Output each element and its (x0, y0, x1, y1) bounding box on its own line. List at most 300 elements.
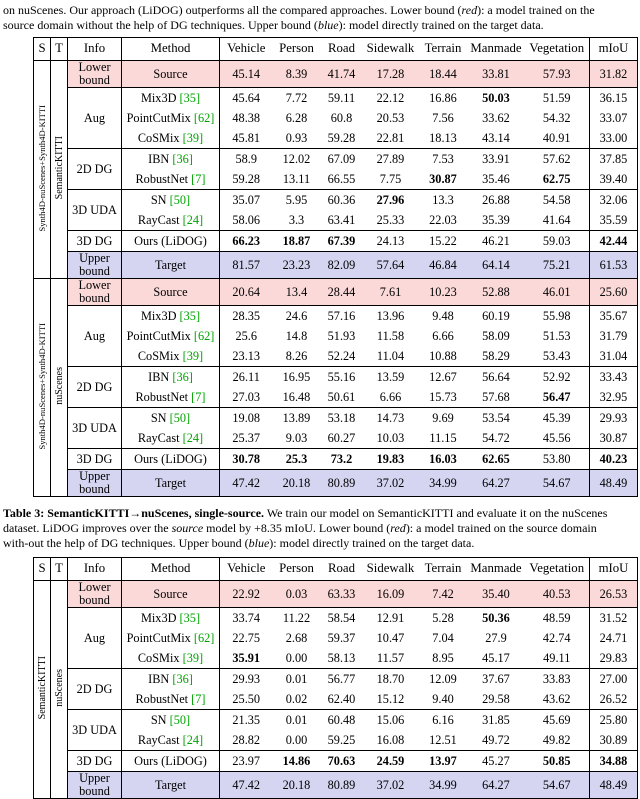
target-dataset-cell (51, 61, 68, 279)
group-label-cell: 2D DG (68, 367, 122, 408)
metric-value-cell: 51.59 (525, 88, 590, 109)
metric-value-cell: 17.28 (363, 61, 419, 88)
citation-link[interactable]: [35] (176, 308, 201, 323)
method-name: CoSMix (137, 650, 180, 665)
metric-value-cell: 20.53 (376, 110, 405, 125)
metric-value-cell: 28.82 (232, 732, 261, 747)
target-dataset-label: SemanticKITTI (53, 136, 65, 200)
metric-value-cell: 12.02 (273, 149, 321, 170)
caption-segment: ): model directly trained on the target data. (338, 18, 544, 32)
miou-value-cell: 40.23 (590, 449, 638, 470)
metric-value-cell: 25.37 (232, 430, 261, 445)
caption-segment: source (171, 521, 204, 535)
metric-value-cell: 46.21 (468, 231, 525, 252)
metric-value-cell: 5.28 (419, 608, 468, 629)
table-row (34, 190, 638, 211)
citation-link[interactable]: [36] (169, 671, 193, 686)
metric-value-cell: 50.85 (525, 751, 590, 772)
metric-value-cell: 23.97 (220, 751, 273, 772)
method-name: Ours (LiDOG) (134, 233, 207, 248)
miou-value-cell: 25.80 (590, 710, 638, 731)
metric-value-cell: 25.3 (273, 449, 321, 470)
table-row (34, 408, 638, 429)
citation-link[interactable]: [50] (166, 192, 191, 207)
metric-value-cell: 52.88 (468, 279, 525, 306)
metric-value-cell: 15.73 (429, 389, 457, 404)
metric-value-cell: 20.18 (273, 772, 321, 799)
miou-value-cell: 35.59 (599, 212, 628, 227)
table-row (34, 169, 638, 190)
metric-value-cell: 0.02 (285, 691, 308, 706)
column-header: Sidewalk (366, 41, 415, 55)
miou-value-cell: 42.44 (590, 231, 638, 252)
metric-value-cell: 0.01 (273, 710, 321, 731)
metric-value-cell: 33.91 (468, 149, 525, 170)
method-name: Mix3D (140, 308, 177, 323)
group-label-cell: 2D DG (68, 669, 122, 710)
metric-value-cell: 45.39 (525, 408, 590, 429)
metric-value-cell: 6.66 (432, 328, 454, 343)
metric-value-cell: 16.86 (419, 88, 468, 109)
table-row (34, 428, 638, 449)
metric-value-cell: 45.69 (525, 710, 590, 731)
metric-value-cell: 14.73 (363, 408, 419, 429)
group-label-cell: Aug (68, 608, 122, 669)
metric-value-cell: 16.09 (363, 581, 419, 608)
metric-value-cell: 35.07 (220, 190, 273, 211)
column-header: Manmade (470, 561, 522, 575)
column-header: Terrain (424, 41, 462, 55)
metric-value-cell: 45.56 (525, 428, 590, 449)
column-header: T (51, 38, 68, 61)
method-cell (122, 689, 220, 710)
column-header: T (51, 558, 68, 581)
method-name: Ours (LiDOG) (134, 753, 207, 768)
column-header: Info (68, 38, 122, 61)
table-block (34, 279, 638, 497)
method-cell (122, 470, 220, 497)
method-cell (122, 326, 220, 346)
metric-value-cell: 21.35 (220, 710, 273, 731)
miou-value-cell: 30.87 (599, 430, 628, 445)
metric-value-cell: 43.14 (482, 130, 510, 145)
method-name: Source (153, 66, 188, 81)
metric-value-cell: 2.68 (285, 630, 308, 645)
metric-value-cell: 11.04 (376, 348, 405, 363)
column-header: S (34, 558, 51, 581)
metric-value-cell: 51.53 (525, 326, 590, 346)
miou-value-cell: 24.71 (599, 630, 628, 645)
table-row (34, 88, 638, 109)
method-cell (122, 149, 220, 170)
method-cell (122, 428, 220, 449)
column-header: Road (327, 561, 355, 575)
table-row (34, 326, 638, 346)
miou-value-cell: 34.88 (590, 751, 638, 772)
metric-value-cell: 82.09 (321, 252, 363, 279)
method-name: PointCutMix (126, 630, 191, 645)
metric-value-cell: 62.40 (327, 691, 356, 706)
table-row (34, 669, 638, 690)
column-header: S (34, 38, 51, 61)
metric-value-cell: 23.23 (273, 252, 321, 279)
method-cell (122, 128, 220, 149)
method-cell (122, 108, 220, 128)
metric-value-cell: 0.03 (273, 581, 321, 608)
metric-value-cell: 7.53 (419, 149, 468, 170)
table-row (34, 346, 638, 367)
metric-value-cell: 46.84 (419, 252, 468, 279)
source-dataset-label: SemanticKITTI (36, 656, 48, 720)
metric-value-cell: 30.87 (429, 171, 457, 186)
metric-value-cell: 55.98 (525, 306, 590, 327)
method-cell (122, 231, 220, 252)
column-header: Person (279, 41, 314, 55)
column-header: mIoU (598, 561, 629, 575)
method-cell (122, 648, 220, 669)
group-label-cell: 2D DG (68, 149, 122, 190)
metric-value-cell: 27.03 (232, 389, 261, 404)
caption-top (3, 3, 637, 33)
source-dataset-cell (34, 581, 51, 799)
column-header: Info (68, 558, 122, 581)
metric-value-cell: 33.74 (220, 608, 273, 629)
metric-value-cell: 57.93 (525, 61, 590, 88)
metric-value-cell: 58.13 (327, 650, 356, 665)
metric-value-cell: 16.08 (376, 732, 405, 747)
miou-value-cell: 25.60 (590, 279, 638, 306)
metric-value-cell: 7.42 (419, 581, 468, 608)
group-label-cell: 3D DG (68, 231, 122, 252)
miou-value-cell: 32.06 (590, 190, 638, 211)
metric-value-cell: 59.28 (232, 171, 261, 186)
metric-value-cell: 11.57 (376, 650, 405, 665)
source-dataset-label: Synth4D-nuScenes+Synth4D-KITTI (36, 322, 47, 450)
metric-value-cell: 41.74 (321, 61, 363, 88)
table-row (34, 279, 638, 306)
metric-value-cell: 22.92 (220, 581, 273, 608)
table-row (34, 387, 638, 408)
method-name: Ours (LiDOG) (134, 451, 207, 466)
table-row (34, 252, 638, 279)
citation-link[interactable]: [35] (176, 610, 201, 625)
metric-value-cell: 52.92 (525, 367, 590, 388)
target-dataset-label: nuScenes (53, 367, 65, 405)
metric-value-cell: 7.75 (379, 171, 402, 186)
column-header: Vehicle (227, 41, 266, 55)
metric-value-cell: 58.06 (232, 212, 261, 227)
miou-value-cell: 33.00 (599, 130, 628, 145)
citation-link[interactable]: [62] (190, 630, 215, 645)
caption-segment: with-out the help of DG techniques. Upper bound ( (3, 536, 249, 550)
method-cell (122, 190, 220, 211)
metric-value-cell: 57.62 (525, 149, 590, 170)
caption-segment: red (461, 3, 478, 17)
metric-value-cell: 3.3 (288, 212, 305, 227)
table-row (34, 149, 638, 170)
metric-value-cell: 7.56 (432, 110, 454, 125)
metric-value-cell: 28.44 (321, 279, 363, 306)
citation-link[interactable]: [50] (166, 410, 191, 425)
metric-value-cell: 28.35 (220, 306, 273, 327)
metric-value-cell: 52.24 (327, 348, 356, 363)
table-row (34, 470, 638, 497)
metric-value-cell: 10.23 (419, 279, 468, 306)
column-header: Sidewalk (366, 561, 415, 575)
method-cell (122, 710, 220, 731)
target-dataset-label: nuScenes (53, 669, 65, 707)
method-cell (122, 210, 220, 231)
metric-value-cell: 45.14 (220, 61, 273, 88)
citation-link[interactable]: [7] (188, 171, 206, 186)
method-cell (122, 387, 220, 408)
method-name: CoSMix (137, 348, 180, 363)
table-row (34, 306, 638, 327)
metric-value-cell: 80.89 (321, 470, 363, 497)
column-header: Method (122, 38, 220, 61)
method-name: IBN (148, 671, 170, 686)
metric-value-cell: 6.66 (379, 389, 402, 404)
metric-value-cell: 57.68 (482, 389, 510, 404)
table-row (34, 581, 638, 608)
metric-value-cell: 62.65 (468, 449, 525, 470)
metric-value-cell: 0.00 (285, 650, 308, 665)
table-header (34, 38, 638, 61)
metric-value-cell: 24.59 (363, 751, 419, 772)
metric-value-cell: 7.04 (432, 630, 454, 645)
metric-value-cell: 18.87 (273, 231, 321, 252)
metric-value-cell: 80.89 (321, 772, 363, 799)
metric-value-cell: 33.62 (482, 110, 510, 125)
metric-value-cell: 9.69 (419, 408, 468, 429)
metric-value-cell: 7.72 (273, 88, 321, 109)
metric-value-cell: 70.63 (321, 751, 363, 772)
metric-value-cell: 58.54 (321, 608, 363, 629)
header-row (34, 558, 638, 581)
table-row (34, 128, 638, 149)
metric-value-cell: 34.99 (419, 772, 468, 799)
bound-label-cell: Lower bound (68, 61, 122, 88)
method-cell (122, 772, 220, 799)
miou-value-cell: 31.79 (599, 328, 628, 343)
citation-link[interactable]: [50] (166, 712, 191, 727)
metric-value-cell: 59.28 (327, 130, 356, 145)
method-cell (122, 581, 220, 608)
method-name: RobustNet (135, 691, 189, 706)
metric-value-cell: 9.03 (285, 430, 308, 445)
method-name: PointCutMix (126, 328, 191, 343)
source-dataset-label: Synth4D-nuScenes+Synth4D-KITTI (36, 104, 47, 232)
method-name: IBN (148, 151, 170, 166)
table-row (34, 772, 638, 799)
metric-value-cell: 8.26 (285, 348, 308, 363)
citation-link[interactable]: [36] (169, 151, 193, 166)
column-header: Vehicle (227, 561, 266, 575)
bound-label-cell: Lower bound (68, 581, 122, 608)
metric-value-cell: 13.59 (363, 367, 419, 388)
caption-segment: ): model directly trained on the target data. (269, 536, 475, 550)
metric-value-cell: 18.13 (429, 130, 457, 145)
group-label-cell: 3D UDA (68, 710, 122, 751)
metric-value-cell: 53.43 (525, 346, 590, 367)
metric-value-cell: 20.64 (220, 279, 273, 306)
miou-value-cell: 32.95 (599, 389, 628, 404)
metric-value-cell: 12.91 (363, 608, 419, 629)
metric-value-cell: 24.6 (273, 306, 321, 327)
column-header: Vegetation (525, 38, 590, 61)
metric-value-cell: 54.67 (525, 772, 590, 799)
metric-value-cell: 67.39 (321, 231, 363, 252)
metric-value-cell: 43.62 (525, 689, 590, 710)
metric-value-cell: 50.36 (468, 608, 525, 629)
metric-value-cell: 7.61 (363, 279, 419, 306)
metric-value-cell: 37.02 (363, 470, 419, 497)
caption-segment: blue (248, 536, 270, 550)
method-name: RobustNet (135, 389, 189, 404)
miou-value-cell: 33.43 (590, 367, 638, 388)
miou-value-cell: 61.53 (590, 252, 638, 279)
metric-value-cell: 13.11 (282, 171, 311, 186)
table-row (34, 628, 638, 648)
citation-link[interactable]: [7] (188, 389, 206, 404)
method-name: RobustNet (135, 171, 189, 186)
metric-value-cell: 13.89 (273, 408, 321, 429)
method-name: SN (150, 410, 167, 425)
metric-value-cell: 49.72 (482, 732, 510, 747)
metric-value-cell: 8.95 (432, 650, 454, 665)
method-name: Mix3D (140, 610, 177, 625)
method-name: Source (153, 586, 188, 601)
method-name: RayCast (137, 732, 180, 747)
metric-value-cell: 58.9 (220, 149, 273, 170)
metric-value-cell: 0.01 (273, 669, 321, 690)
method-cell (122, 88, 220, 109)
metric-value-cell: 31.85 (468, 710, 525, 731)
group-label-cell: Aug (68, 88, 122, 149)
metric-value-cell: 66.23 (220, 231, 273, 252)
method-cell (122, 669, 220, 690)
method-cell (122, 279, 220, 306)
metric-value-cell: 0.00 (285, 732, 308, 747)
metric-value-cell: 35.91 (232, 650, 261, 665)
group-label-cell: 3D DG (68, 751, 122, 772)
miou-value-cell: 29.93 (590, 408, 638, 429)
citation-link[interactable]: [36] (169, 369, 193, 384)
method-cell (122, 252, 220, 279)
metric-value-cell: 18.44 (419, 61, 468, 88)
metric-value-cell: 20.18 (273, 470, 321, 497)
metric-value-cell: 13.4 (273, 279, 321, 306)
metric-value-cell: 14.8 (285, 328, 308, 343)
metric-value-cell: 25.6 (235, 328, 258, 343)
citation-link[interactable]: [39] (179, 650, 204, 665)
header-row (34, 38, 638, 61)
metric-value-cell: 5.95 (273, 190, 321, 211)
metric-value-cell: 11.58 (376, 328, 405, 343)
citation-link[interactable]: [24] (179, 430, 204, 445)
method-name: Target (154, 257, 186, 272)
metric-value-cell: 13.96 (363, 306, 419, 327)
metric-value-cell: 22.12 (363, 88, 419, 109)
metric-value-cell: 6.16 (419, 710, 468, 731)
method-name: SN (150, 192, 167, 207)
method-name: SN (150, 712, 167, 727)
method-cell (122, 408, 220, 429)
metric-value-cell: 47.42 (220, 470, 273, 497)
miou-value-cell: 33.07 (599, 110, 628, 125)
table-row (34, 689, 638, 710)
metric-value-cell: 56.77 (321, 669, 363, 690)
table-row (34, 710, 638, 731)
citation-link[interactable]: [62] (190, 328, 215, 343)
metric-value-cell: 27.89 (363, 149, 419, 170)
miou-value-cell: 26.53 (590, 581, 638, 608)
target-dataset-cell (51, 581, 68, 799)
caption-segment: Table 3: SemanticKITTI→nuScenes, single-source. (3, 506, 265, 520)
method-cell (122, 346, 220, 367)
metric-value-cell: 64.27 (468, 470, 525, 497)
method-cell (122, 306, 220, 327)
metric-value-cell: 45.27 (468, 751, 525, 772)
metric-value-cell: 19.08 (220, 408, 273, 429)
column-header: Road (327, 41, 355, 55)
caption-segment: on nuScenes. Our approach (LiDOG) outperforms all the compared approaches. Lower bound ( (3, 3, 462, 17)
metric-value-cell: 24.13 (363, 231, 419, 252)
metric-value-cell: 13.3 (419, 190, 468, 211)
metric-value-cell: 62.75 (525, 169, 590, 190)
metric-value-cell: 15.22 (419, 231, 468, 252)
metric-value-cell: 60.48 (321, 710, 363, 731)
bound-label-cell: Upper bound (68, 252, 122, 279)
citation-link[interactable]: [62] (190, 110, 215, 125)
metric-value-cell: 0.93 (285, 130, 308, 145)
metric-value-cell: 58.09 (482, 328, 510, 343)
citation-link[interactable]: [24] (179, 212, 204, 227)
metric-value-cell: 54.32 (525, 108, 590, 128)
metric-value-cell: 15.12 (376, 691, 405, 706)
metric-value-cell: 50.61 (327, 389, 356, 404)
citation-link[interactable]: [39] (179, 348, 204, 363)
metric-value-cell: 25.33 (376, 212, 405, 227)
column-header: Person (279, 561, 314, 575)
table-row (34, 608, 638, 629)
metric-value-cell: 48.59 (525, 608, 590, 629)
metric-value-cell: 10.88 (429, 348, 457, 363)
source-dataset-cell (34, 61, 51, 279)
metric-value-cell: 67.09 (321, 149, 363, 170)
metric-value-cell: 19.83 (363, 449, 419, 470)
metric-value-cell: 56.47 (525, 387, 590, 408)
table-row (34, 730, 638, 751)
metric-value-cell: 63.33 (321, 581, 363, 608)
metric-value-cell: 73.2 (321, 449, 363, 470)
metric-value-cell: 42.74 (525, 628, 590, 648)
column-header: mIoU (598, 41, 629, 55)
metric-value-cell: 49.11 (525, 648, 590, 669)
metric-value-cell: 49.82 (525, 730, 590, 751)
method-cell (122, 751, 220, 772)
citation-link[interactable]: [7] (188, 691, 206, 706)
citation-link[interactable]: [24] (179, 732, 204, 747)
metric-value-cell: 9.48 (419, 306, 468, 327)
citation-link[interactable]: [39] (179, 130, 204, 145)
metric-value-cell: 81.57 (220, 252, 273, 279)
citation-link[interactable]: [35] (176, 90, 201, 105)
metric-value-cell: 64.27 (468, 772, 525, 799)
metric-value-cell: 45.81 (232, 130, 261, 145)
method-name: CoSMix (137, 130, 180, 145)
table-row (34, 751, 638, 772)
